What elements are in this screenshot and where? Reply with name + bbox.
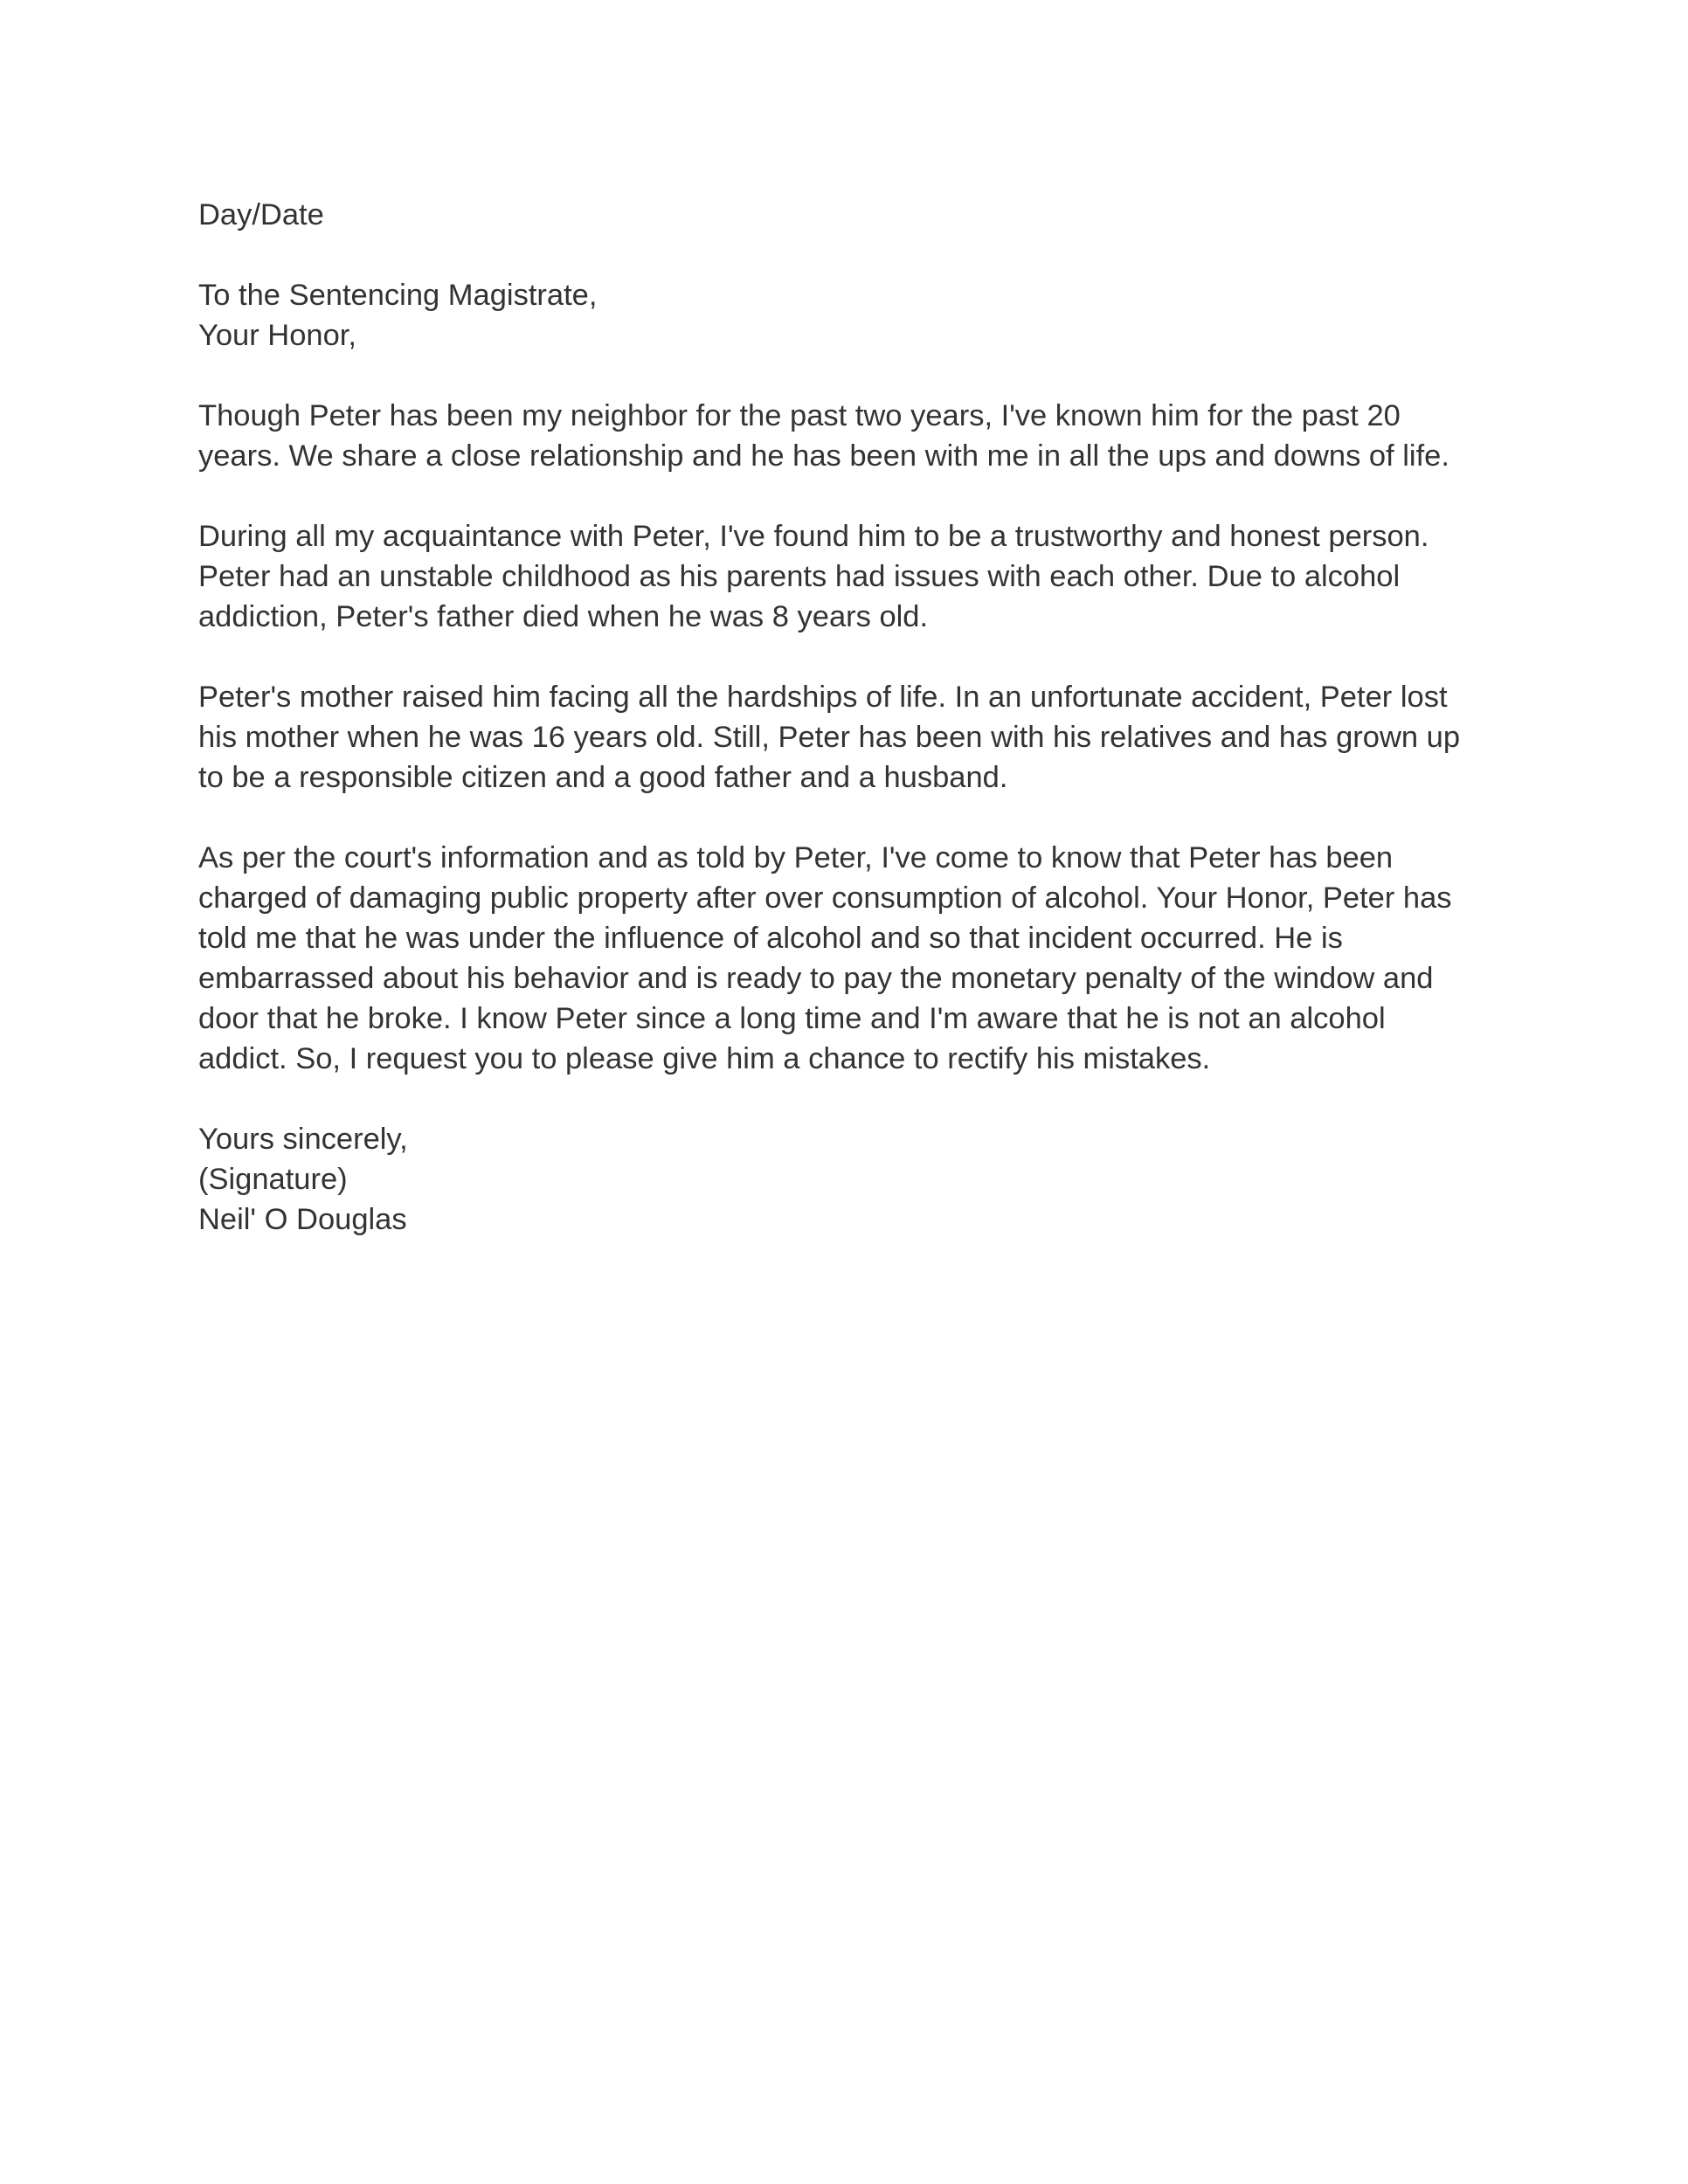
paragraph-line: addict. So, I request you to please give him a chance to rectify his mistakes. (198, 1042, 1211, 1075)
paragraph-1 (198, 396, 1491, 476)
paragraph-line: As per the court's information and as told by Peter, I've come to know that Peter has been (198, 841, 1394, 874)
paragraph-line: to be a responsible citizen and a good father and a husband. (198, 761, 1008, 794)
paragraph-3 (198, 677, 1491, 798)
letter-recipient: To the Sentencing Magistrate, (198, 279, 598, 312)
paragraph-line: Though Peter has been my neighbor for the past two years, I've known him for the past 20 (198, 399, 1401, 432)
paragraph-line: During all my acquaintance with Peter, I've found him to be a trustworthy and honest person. (198, 520, 1429, 553)
paragraph-4 (198, 838, 1491, 1079)
letter-body (198, 195, 1491, 1240)
sender-name: Neil' O Douglas (198, 1203, 407, 1236)
paragraph-line: addiction, Peter's father died when he was 8 years old. (198, 600, 929, 633)
paragraph-line: years. We share a close relationship and he has been with me in all the ups and downs of life. (198, 439, 1449, 473)
signature-placeholder: (Signature) (198, 1163, 348, 1196)
letter-salutation: Your Honor, (198, 319, 356, 352)
letter-date: Day/Date (198, 198, 324, 232)
paragraph-line: embarrassed about his behavior and is ready to pay the monetary penalty of the window and (198, 962, 1434, 995)
paragraph-line: his mother when he was 16 years old. Still, Peter has been with his relatives and has grown up (198, 721, 1461, 754)
letter-closing: Yours sincerely, (198, 1123, 408, 1156)
paragraph-2 (198, 516, 1491, 637)
paragraph-line: told me that he was under the influence of alcohol and so that incident occurred. He is (198, 922, 1343, 955)
paragraph-line: door that he broke. I know Peter since a long time and I'm aware that he is not an alcohol (198, 1002, 1386, 1035)
paragraph-line: Peter's mother raised him facing all the hardships of life. In an unfortunate accident, Peter lost (198, 681, 1448, 714)
paragraph-line: Peter had an unstable childhood as his parents had issues with each other. Due to alcohol (198, 560, 1401, 593)
paragraph-line: charged of damaging public property after over consumption of alcohol. Your Honor, Peter has (198, 881, 1452, 915)
